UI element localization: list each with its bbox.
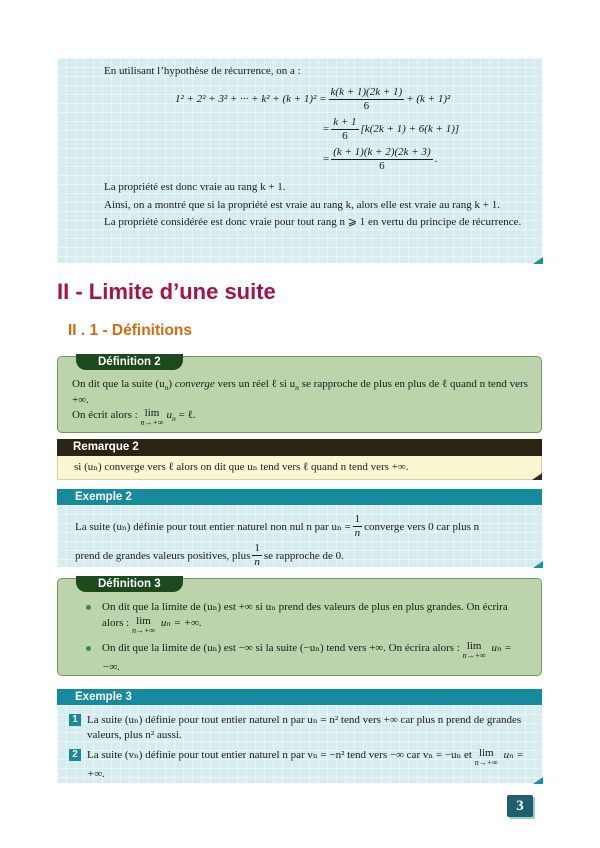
definition-2-text <box>72 377 529 408</box>
eq3-denominator: 6 <box>379 160 385 172</box>
def2-t1d: vers un réel ℓ si u <box>214 378 296 390</box>
example-3-header: Exemple 3 <box>57 689 542 705</box>
proof-intro: En utilisant l’hypothèse de récurrence, on a : <box>104 65 301 77</box>
page-fold-corner <box>533 257 543 264</box>
ex3-lim-sub: n→+∞ <box>474 758 498 767</box>
ex3-item-2-text: La suite (vₙ) définie pour tout entier naturel n par vₙ = −n² tend vers −∞ car vₙ = −uₙ et <box>87 749 472 761</box>
eq1-tail: + (k + 1)² <box>406 92 451 105</box>
proof-line-2: Ainsi, on a montré que si la propriété est vraie au rang k, alors elle est vraie au rang k + 1. <box>104 198 500 211</box>
eq2-fraction <box>331 116 358 143</box>
eq3-numerator: (k + 1)(k + 2)(2k + 3) <box>333 146 431 158</box>
subsection-title: II . 1 - Définitions <box>68 322 193 339</box>
page-fold-corner <box>533 561 543 568</box>
def2-sub-n2: n <box>295 383 300 393</box>
def2-t1a: On dit que la suite (u <box>72 378 165 390</box>
ex2-fraction-2 <box>252 542 262 569</box>
ex2-frac2-den: n <box>254 556 260 568</box>
ex2-fraction <box>353 513 363 540</box>
proof-line-3: La propriété considérée est donc vraie pour tout rang n ⩾ 1 en vertu du principe de récurrence. <box>104 216 522 228</box>
page-fold-corner <box>532 473 542 480</box>
def2-lim-sub: n→+∞ <box>140 418 164 427</box>
eq2-denominator: 6 <box>342 130 348 142</box>
example-2-line-2 <box>75 542 530 569</box>
eq3-fraction <box>331 146 432 173</box>
example-2-line-1 <box>75 513 530 540</box>
example-3-body <box>57 705 542 783</box>
ex2-frac-den: n <box>354 527 361 539</box>
section-title: II - Limite d’une suite <box>57 279 276 304</box>
remark-2-text: si (uₙ) converge vers ℓ alors on dit que uₙ tend vers ℓ quand n tend vers +∞. <box>74 461 409 473</box>
eq3-equals: = <box>323 152 330 165</box>
ex2-t2: converge vers 0 car plus n <box>364 520 480 533</box>
definition-3-bullet-2 <box>80 641 529 676</box>
ex3-lim <box>475 748 498 767</box>
remark-2-body <box>57 456 542 480</box>
def3-lim-1-sub: n→+∞ <box>131 625 156 635</box>
definition-2-box <box>57 356 542 433</box>
eq1-numerator: k(k + 1)(2k + 1) <box>330 86 403 98</box>
def3-lim-2 <box>463 641 486 660</box>
def3-b2-text: On dit que la limite de (uₙ) est −∞ si la suite (−uₙ) tend vers +∞. On écrira alors : <box>102 641 460 654</box>
page-number: 3 <box>507 795 533 817</box>
ex2-t3: prend de grandes valeurs positives, plus <box>75 549 251 562</box>
item-number-2: 2 <box>69 749 81 761</box>
proof-line-1: La propriété est donc vraie au rang k + 1. <box>104 181 286 193</box>
def2-sub-n: n <box>164 383 169 393</box>
equation-line-3 <box>323 146 437 173</box>
example-3-item-1 <box>72 713 532 743</box>
eq1-fraction <box>329 86 405 113</box>
def3-b1-tail: uₙ = +∞. <box>160 616 202 629</box>
definition-3-bullet-1 <box>80 600 529 635</box>
example-2-header: Exemple 2 <box>57 489 542 505</box>
proof-conclusion <box>104 180 534 231</box>
example-3-item-2 <box>72 747 532 782</box>
def2-t1e: se rapproche de plus en plus de ℓ quand n tend vers +∞. <box>72 378 528 406</box>
definition-3-label: Définition 3 <box>76 576 183 592</box>
def2-t1b: ) <box>168 378 175 390</box>
ex2-t4: se rapproche de 0. <box>263 549 344 562</box>
ex3-item-1-text: La suite (uₙ) définie pour tout entier naturel n par uₙ = n² tend vers +∞ car plus n prend de grandes valeurs, plus n² aussi. <box>87 714 522 741</box>
ex3-lim-word: lim <box>478 747 494 759</box>
def3-lim-2-sub: n→+∞ <box>462 650 486 660</box>
definition-3-box <box>57 578 542 676</box>
def3-lim-1-word: lim <box>136 614 151 627</box>
def2-t2b: = ℓ. <box>178 409 196 421</box>
proof-box <box>57 58 542 263</box>
def2-lim: lim n→+∞ <box>140 407 164 427</box>
def3-lim-1 <box>132 616 155 635</box>
equation-line-2 <box>323 116 459 143</box>
remark-2-header: Remarque 2 <box>57 439 542 456</box>
item-number-1: 1 <box>69 714 81 726</box>
definition-2-label: Définition 2 <box>76 354 183 370</box>
def2-t2: On écrit alors : <box>72 409 138 421</box>
eq3-tail: . <box>434 152 438 165</box>
eq1-denominator: 6 <box>363 100 370 112</box>
eq2-equals: = <box>323 122 330 135</box>
ex2-frac-num: 1 <box>354 513 361 525</box>
def3-b2-tail: uₙ = −∞. <box>102 641 512 673</box>
def3-lim-2-word: lim <box>466 639 482 652</box>
page-fold-corner <box>533 777 543 784</box>
eq2-numerator: k + 1 <box>333 116 357 128</box>
def2-converge: converge <box>174 378 215 390</box>
ex2-t1: La suite (uₙ) définie pour tout entier naturel non nul n par uₙ = <box>75 521 351 533</box>
equation-line-1 <box>175 86 450 113</box>
definition-2-limit: On écrit alors : lim n→+∞ $u_n$ = ℓ. <box>72 407 196 427</box>
def3-b1-text: On dit que la limite de (uₙ) est +∞ si uₙ prend des valeurs de plus en plus grandes. On écrira alors : <box>102 601 508 629</box>
eq1-lhs: 1² + 2² + 3² + ··· + k² + (k + 1)² = <box>175 92 327 105</box>
ex3-item-2-tail: uₙ = +∞. <box>87 749 524 780</box>
ex2-frac2-num: 1 <box>254 542 260 554</box>
eq2-tail: [k(2k + 1) + 6(k + 1)] <box>360 122 460 135</box>
example-2-body <box>57 505 542 567</box>
